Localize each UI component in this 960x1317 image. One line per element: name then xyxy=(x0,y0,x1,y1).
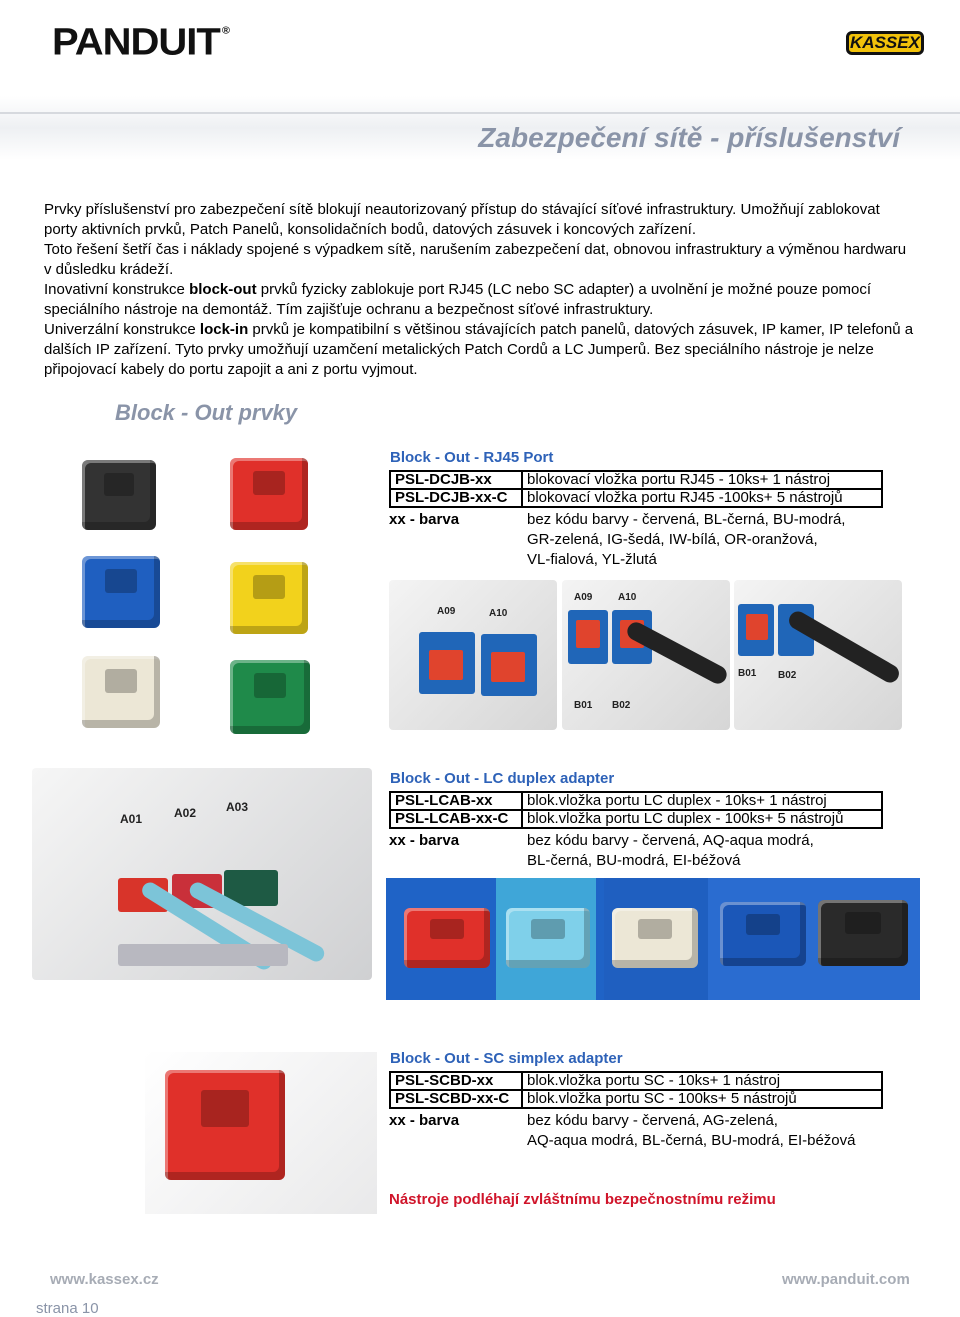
intro-paragraph-2: Toto řešení šetří čas i náklady spojené s výpadkem sítě, narušením zabezpečení dat, obnovou infrastruktury a výměnou hardwaru v důsledku krádeží. xyxy=(44,241,907,278)
rj45-color-codes: xx - barva bez kódu barvy - červená, BL-černá, BU-modrá, GR-zelená, IG-šedá, IW-bílá, OR-oranžová, VL-fialová, YL-žlutá xyxy=(389,511,846,568)
footer-panduit-url[interactable]: www.panduit.com xyxy=(782,1271,910,1288)
rj45-code-table xyxy=(389,470,883,508)
red-cap-image xyxy=(404,908,490,968)
intro-paragraph-1: Prvky příslušenství pro zabezpečení sítě blokují neautorizovaný přístup do stávající síťové infrastruktury. Umožňují zablokovat porty aktivních prvků, Patch Panelů, konsolidačních bodů, datových zásuvek i koncových zařízení. xyxy=(44,201,880,238)
lc-faceplate-photo: A01 A02 A03 xyxy=(32,768,372,980)
lock-in-term: lock-in xyxy=(199,321,249,338)
sc-color-codes: xx - barva bez kódu barvy - červená, AG-zelená, AQ-aqua modrá, BL-černá, BU-modrá, EI-béžová xyxy=(389,1112,856,1149)
rj45-block-title: Block - Out - RJ45 Port xyxy=(390,449,554,466)
lc-code-table xyxy=(389,791,883,829)
table-row: PSL-DCJB-xx blokovací vložka portu RJ45 - 10ks+ 1 nástroj xyxy=(390,471,882,489)
rj45-panel-photo-3: B01 B02 xyxy=(734,580,902,730)
table-row: PSL-LCAB-xx-C blok.vložka portu LC duplex - 100ks+ 5 nástrojů xyxy=(390,810,882,828)
intro-text xyxy=(44,200,914,380)
kassex-logo: KASSEX xyxy=(846,31,924,55)
blue-cap-image xyxy=(82,556,160,628)
beige-cap-image xyxy=(612,908,698,968)
sc-block-title: Block - Out - SC simplex adapter xyxy=(390,1050,623,1067)
rj45-caps-photo xyxy=(70,450,350,760)
aqua-cap-image xyxy=(506,908,590,968)
white-cap-image xyxy=(82,656,160,728)
page-number: strana 10 xyxy=(36,1300,99,1317)
red-cap-image xyxy=(165,1070,285,1180)
table-row: PSL-SCBD-xx-C blok.vložka portu SC - 100ks+ 5 nástrojů xyxy=(390,1090,882,1108)
yellow-cap-image xyxy=(230,562,308,634)
green-cap-image xyxy=(230,660,310,734)
black-cap-image xyxy=(82,460,156,530)
sc-code-table xyxy=(389,1071,883,1109)
section-title: Block - Out prvky xyxy=(115,400,298,425)
rj45-panel-photo-1: A09 A10 xyxy=(389,580,557,730)
red-cap-image xyxy=(230,458,308,530)
page-title: Zabezpečení sítě - příslušenství xyxy=(478,122,900,153)
header-divider xyxy=(0,112,960,114)
panduit-logo: PANDUIT ® xyxy=(52,21,229,63)
black-cap-image xyxy=(818,900,908,966)
intro-paragraph-3: Inovativní konstrukce block-out prvků fyzicky zablokuje port RJ45 (LC nebo SC adapter) a uvolnění je možné pouze pomocí speciálního nástroje na demontáž. Tím zajišťuje ochranu a bezpečnost síťové infrastruktury. xyxy=(44,281,872,318)
table-row: PSL-SCBD-xx blok.vložka portu SC - 10ks+ 1 nástroj xyxy=(390,1072,882,1090)
footer-kassex-url[interactable]: www.kassex.cz xyxy=(50,1271,159,1288)
table-row: PSL-LCAB-xx blok.vložka portu LC duplex - 10ks+ 1 nástroj xyxy=(390,792,882,810)
table-row: PSL-DCJB-xx-C blokovací vložka portu RJ45 -100ks+ 5 nástrojů xyxy=(390,489,882,507)
block-out-term: block-out xyxy=(189,281,257,298)
security-note: Nástroje podléhají zvláštnímu bezpečnostnímu režimu xyxy=(389,1191,776,1208)
lc-color-codes: xx - barva bez kódu barvy - červená, AQ-aqua modrá, BL-černá, BU-modrá, EI-béžová xyxy=(389,832,814,869)
rj45-panel-photo-2: A09 A10 B01 B02 xyxy=(562,580,730,730)
lc-caps-photo xyxy=(386,878,920,1000)
lc-block-title: Block - Out - LC duplex adapter xyxy=(390,770,615,787)
intro-paragraph-4: Univerzální konstrukce lock-in prvků je kompatibilní s většinou stávajících patch panelů, datových zásuvek, IP kamer, IP telefonů a dalších IP zařízení. Tyto prvky umožňují uzamčení metalických Patch Cordů a LC Jumperů. Bez speciálního nástroje je nelze připojovací kabely do portu zapojit a ani z portu vyjmout. xyxy=(44,321,914,378)
blue-cap-image xyxy=(720,902,806,966)
sc-cap-photo xyxy=(145,1052,377,1214)
